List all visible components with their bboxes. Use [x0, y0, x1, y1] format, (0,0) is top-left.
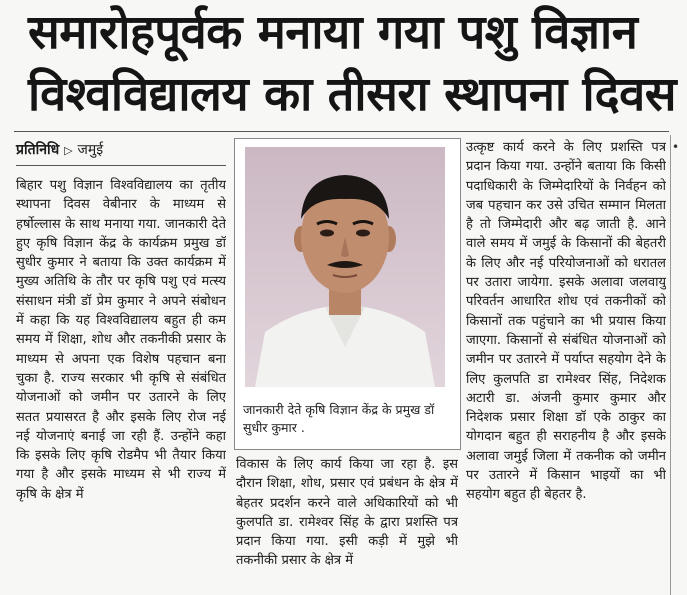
byline-arrow-icon: ▷: [64, 144, 73, 157]
article-column-3: [466, 138, 666, 595]
article-column-2: [236, 455, 458, 595]
person-portrait-icon: [245, 147, 445, 387]
headline-divider: [14, 131, 669, 132]
byline-label: प्रतिनिधि: [16, 142, 60, 158]
byline-place: जमुई: [77, 142, 104, 158]
photo-frame: [234, 138, 461, 450]
person-photo: [245, 147, 445, 387]
headline: [28, 2, 678, 126]
byline: [16, 140, 103, 159]
headline-line-2: विश्वविद्यालय का तीसरा स्थापना दिवस: [28, 67, 677, 122]
headline-line-1: समारोहपूर्वक मनाया गया पशु विज्ञान: [28, 5, 638, 60]
adjacent-bullet-icon: •: [672, 140, 680, 154]
byline-divider: [16, 165, 226, 166]
article-text-col1: बिहार पशु विज्ञान विश्वविद्यालय का तृतीय स्थापना दिवस वेबीनार के माध्यम से हर्षोल्लास के साथ मनाया गया. जानकारी देते हुए कृषि विज्ञान केंद्र के कार्यक्रम प्रमुख डॉ सुधीर कुमार ने बताया कि उक्त कार्यक्रम में मुख्य अतिथि के तौर पर कृषि पशु एवं मत्स्य संसाधन मंत्री डॉ प्रेम कुमार ने अपने संबोधन में कहा कि यह विश्वविद्यालय बहुत ही कम समय में शिक्षा, शोध और तकनीकी प्रसार के माध्यम से अपना एक विशेष पहचान बना चुका है. राज्य सरकार भी कृषि से संबंधित योजनाओं को जमीन पर उतारने के लिए सतत प्रयासरत है और इसके लिए रोज नई नई योजनाएं बनाई जा रही हैं. उन्होंने कहा कि इसके लिए कृषि रोडमैप भी तैयार किया गया है और इसके माध्यम से भी राज्य में कृषि के क्षेत्र में: [16, 178, 226, 502]
article-column-1: [16, 176, 226, 595]
photo-caption: जानकारी देते कृषि विज्ञान केंद्र के प्रमुख डॉ सुधीर कुमार .: [243, 402, 435, 435]
article-text-col2: विकास के लिए कार्य किया जा रहा है. इस दौरान शिक्षा, शोध, प्रसार एवं प्रबंधन के क्षेत्र में बेहतर प्रदर्शन करने वाले अधिकारियों को भी कुलपति डा. रामेश्वर सिंह के द्वारा प्रशस्ति पत्र प्रदान किया गया. इसी कड़ी में मुझे भी तकनीकी प्रसार के क्षेत्र में: [236, 457, 458, 569]
article-text-col3: उत्कृष्ट कार्य करने के लिए प्रशस्ति पत्र प्रदान किया गया. उन्होंने बताया कि किसी पदाधिकारी के जिम्मेदारियों के निर्वहन को जब पहचान कर उसे उचित सम्मान मिलता है तो जिम्मेदारी और बढ़ जाती है. आने वाले समय में जमुई के किसानों की बेहतरी के लिए और नई परियोजनाओं को धरातल पर उतारा जायेगा. इसके अलावा जलवायु परिवर्तन आधारित शोध एवं तकनीकों को किसानों तक पहुंचाने का भी प्रयास किया जाएगा. किसानों से संबंधित योजनाओं को जमीन पर उतारने में पर्याप्त सहयोग देने के लिए कुलपति डा रामेश्वर सिंह, निदेशक अटारी डा. अंजनी कुमार कुमार और निदेशक प्रसार शिक्षा डॉ एके ठाकुर का योगदान बहुत ही सराहनीय है और इसके अलावा जमुई जिला में तकनीक को जमीन पर उतारने में किसान भाइयों का भी सहयोग बहुत ही बेहतर है.: [466, 140, 666, 503]
right-column-border: [670, 135, 671, 595]
